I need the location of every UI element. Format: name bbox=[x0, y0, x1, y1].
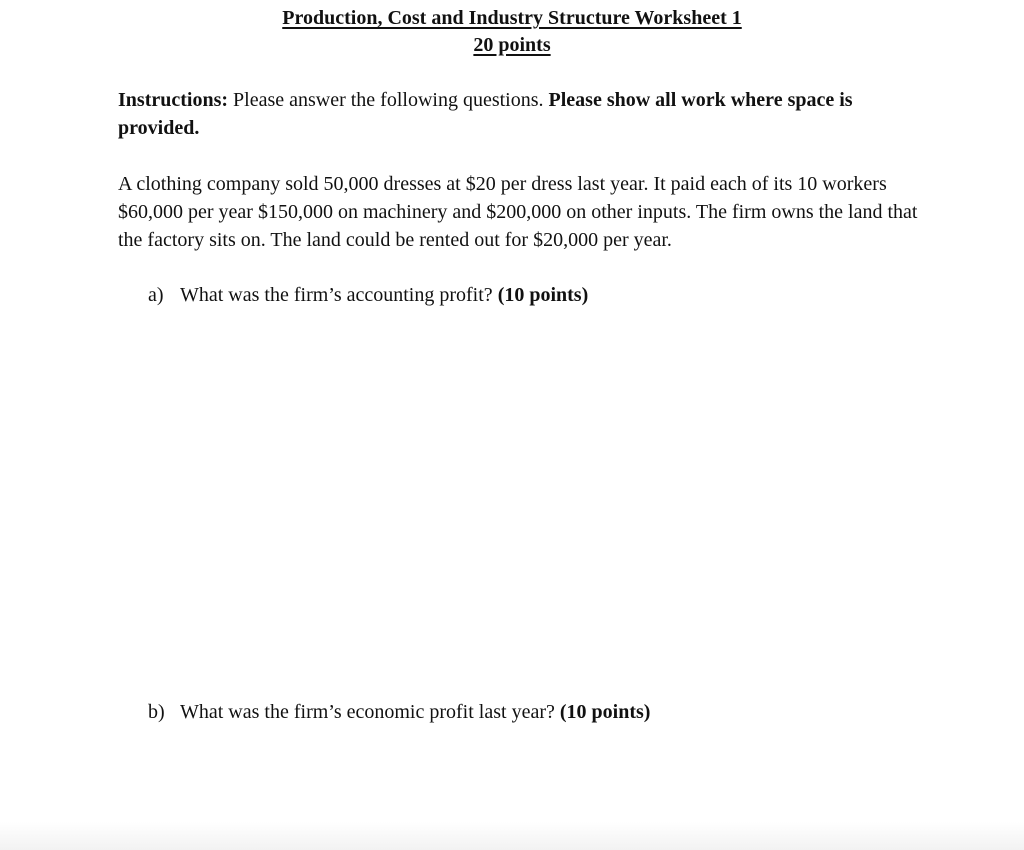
instructions-paragraph bbox=[118, 86, 928, 142]
question-b bbox=[148, 698, 650, 726]
problem-statement: A clothing company sold 50,000 dresses at $20 per dress last year. It paid each of its 10 workers $60,000 per year $150,000 on machinery and $200,000 on other inputs. The firm owns the land that the factory sits on. The land could be rented out for $20,000 per year. bbox=[118, 173, 918, 251]
page-bottom-shadow bbox=[0, 822, 1024, 850]
question-a bbox=[148, 281, 588, 309]
question-a-points: (10 points) bbox=[497, 284, 589, 306]
worksheet-title: Production, Cost and Industry Structure Worksheet 1 bbox=[282, 7, 742, 29]
instructions-label: Instructions: bbox=[118, 89, 229, 111]
answer-space-a[interactable] bbox=[118, 320, 928, 680]
question-b-points: (10 points) bbox=[559, 701, 651, 723]
question-a-text: What was the firm’s accounting profit? bbox=[180, 284, 498, 306]
question-a-label: a) bbox=[148, 284, 164, 306]
answer-space-b[interactable] bbox=[118, 740, 928, 830]
instructions-text: Please answer the following questions. bbox=[228, 89, 549, 111]
points-total: 20 points bbox=[473, 34, 551, 56]
question-b-label: b) bbox=[148, 701, 165, 723]
instructions-emphasis: Please show all work where space is provided. bbox=[118, 89, 853, 139]
question-b-text: What was the firm’s economic profit last year? bbox=[180, 701, 560, 723]
